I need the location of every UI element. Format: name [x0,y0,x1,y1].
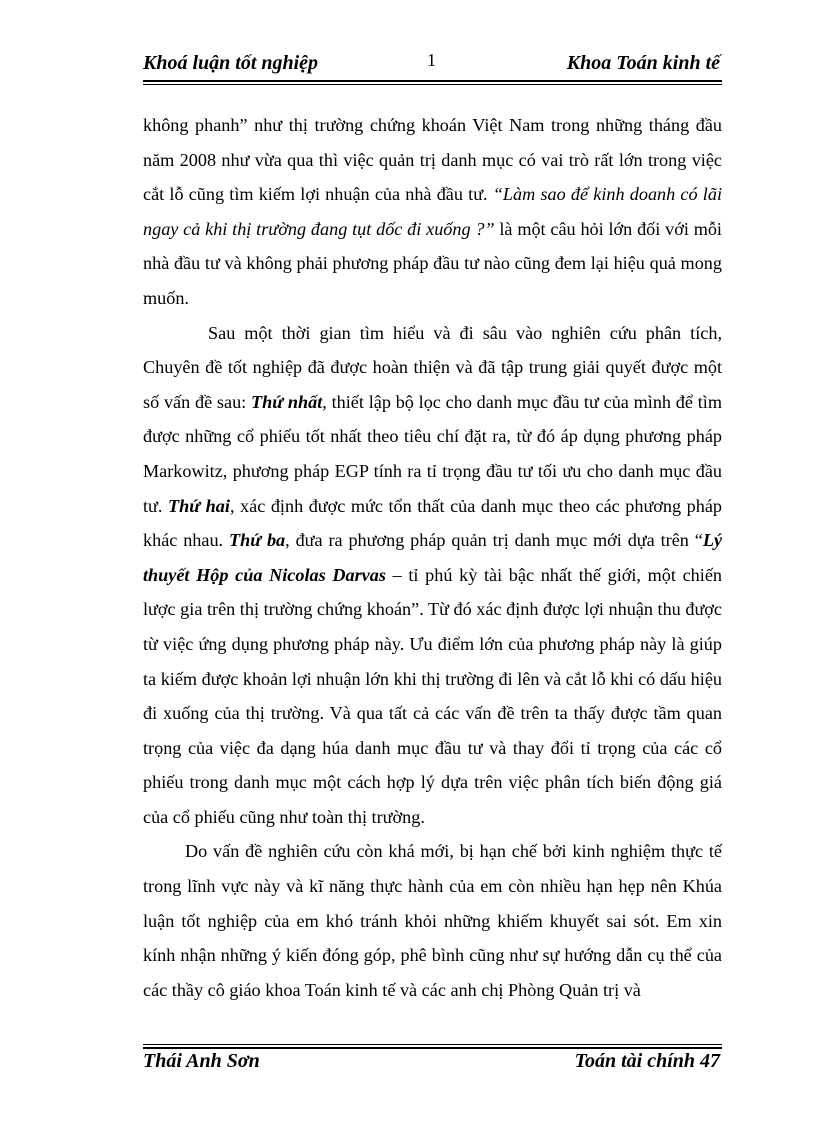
footer-rule-thin [143,1044,722,1045]
p2-bold-darvas: Lý thuyết Hộp của Nicolas Darvas [143,530,723,585]
footer-class: Toán tài chính 47 [574,1050,720,1072]
p2-text-5: – tỉ phú kỳ tài bậc nhất thế giới, một chiến lược gia trên thị trường chứng khoán”. Từ đó xác định được lợi nhuận thu được từ việc ứng dụng phương pháp này. Ưu điểm lớn của phương pháp này là giúp ta kiếm được khoản lợi nhuận lớn khi thị trường đi lên và cắt lỗ khi có dấu hiệu đi xuống của thị trường. Và qua tất cả các vấn đề trên ta thấy được tầm quan trọng của việc đa dạng húa danh mục đầu tư và thay đổi tỉ trọng của các cổ phiếu trong danh mục một cách hợp lý dựa trên việc phân tích biến động giá của cổ phiếu cũng như toàn thị trường. [143,564,722,827]
p2-text-2: , thiết lập bộ lọc cho danh mục đầu tư của mình để tìm được những cổ phiếu tốt nhất theo tiêu chí đặt ra, từ đó áp dụng phương pháp Markowitz, phương pháp EGP tính ra tỉ trọng đầu tư tối ưu cho danh mục đầu tư. [143,391,722,516]
p2-text-1: Sau một thời gian tìm hiểu và đi sâu vào nghiên cứu phân tích, Chuyên đề tốt nghiệp đã được hoàn thiện và đã tập trung giải quyết được một số vấn đề sau: [143,322,722,412]
p2-bold-third: Thứ ba [228,530,286,551]
header-rule-thick [143,80,722,82]
p1-quote: “Làm sao để kinh doanh có lãi ngay cả khi thị trường đang tụt dốc đi xuống ?” [143,184,722,239]
header-thesis-title: Khoá luận tốt nghiệp [143,52,319,74]
paragraph-3: Do vấn đề nghiên cứu còn khá mới, bị hạn chế bởi kinh nghiệm thực tế trong lĩnh vực này và kĩ năng thực hành của em còn nhiều hạn hẹp nên Khúa luận tốt nghiệp của em khó tránh khỏi những khiếm khuyết sai sót. Em xin kính nhận những ý kiến đóng góp, phê bình cũng như sự hướng dẫn cụ thể của các thầy cô giáo khoa Toán kinh tế và các anh chị Phòng Quản trị và [143,841,722,1000]
paragraph-2 [143,316,722,835]
footer-author: Thái Anh Sơn [143,1050,260,1072]
header-faculty: Khoa Toán kinh tế [566,52,720,74]
p1-text-2: là một câu hỏi lớn đối với mỗi nhà đầu tư và không phải phương pháp đầu tư nào cũng đem lại hiệu quả mong muốn. [143,218,722,308]
p2-text-4: , đưa ra phương pháp quản trị danh mục mới dựa trên “ [285,530,703,551]
p1-text-1: không phanh” như thị trường chứng khoán Việt Nam trong những tháng đầu năm 2008 như vừa qua thì việc quản trị danh mục có vai trò rất lớn trong việc cắt lỗ cũng tìm kiếm lợi nhuận của nhà đầu tư. [143,115,722,205]
page-header [143,50,722,78]
p2-bold-first: Thứ nhất [251,391,323,412]
page-footer [143,1050,722,1078]
paragraph-1 [143,108,722,316]
footer-rule-thick [143,1047,722,1049]
page-number: 1 [427,50,436,70]
body-text [143,108,722,1007]
header-rule-thin [143,84,722,85]
p2-bold-second: Thứ hai [168,495,230,516]
p2-text-3: , xác định được mức tổn thất của danh mục theo các phương pháp khác nhau. [143,495,722,551]
